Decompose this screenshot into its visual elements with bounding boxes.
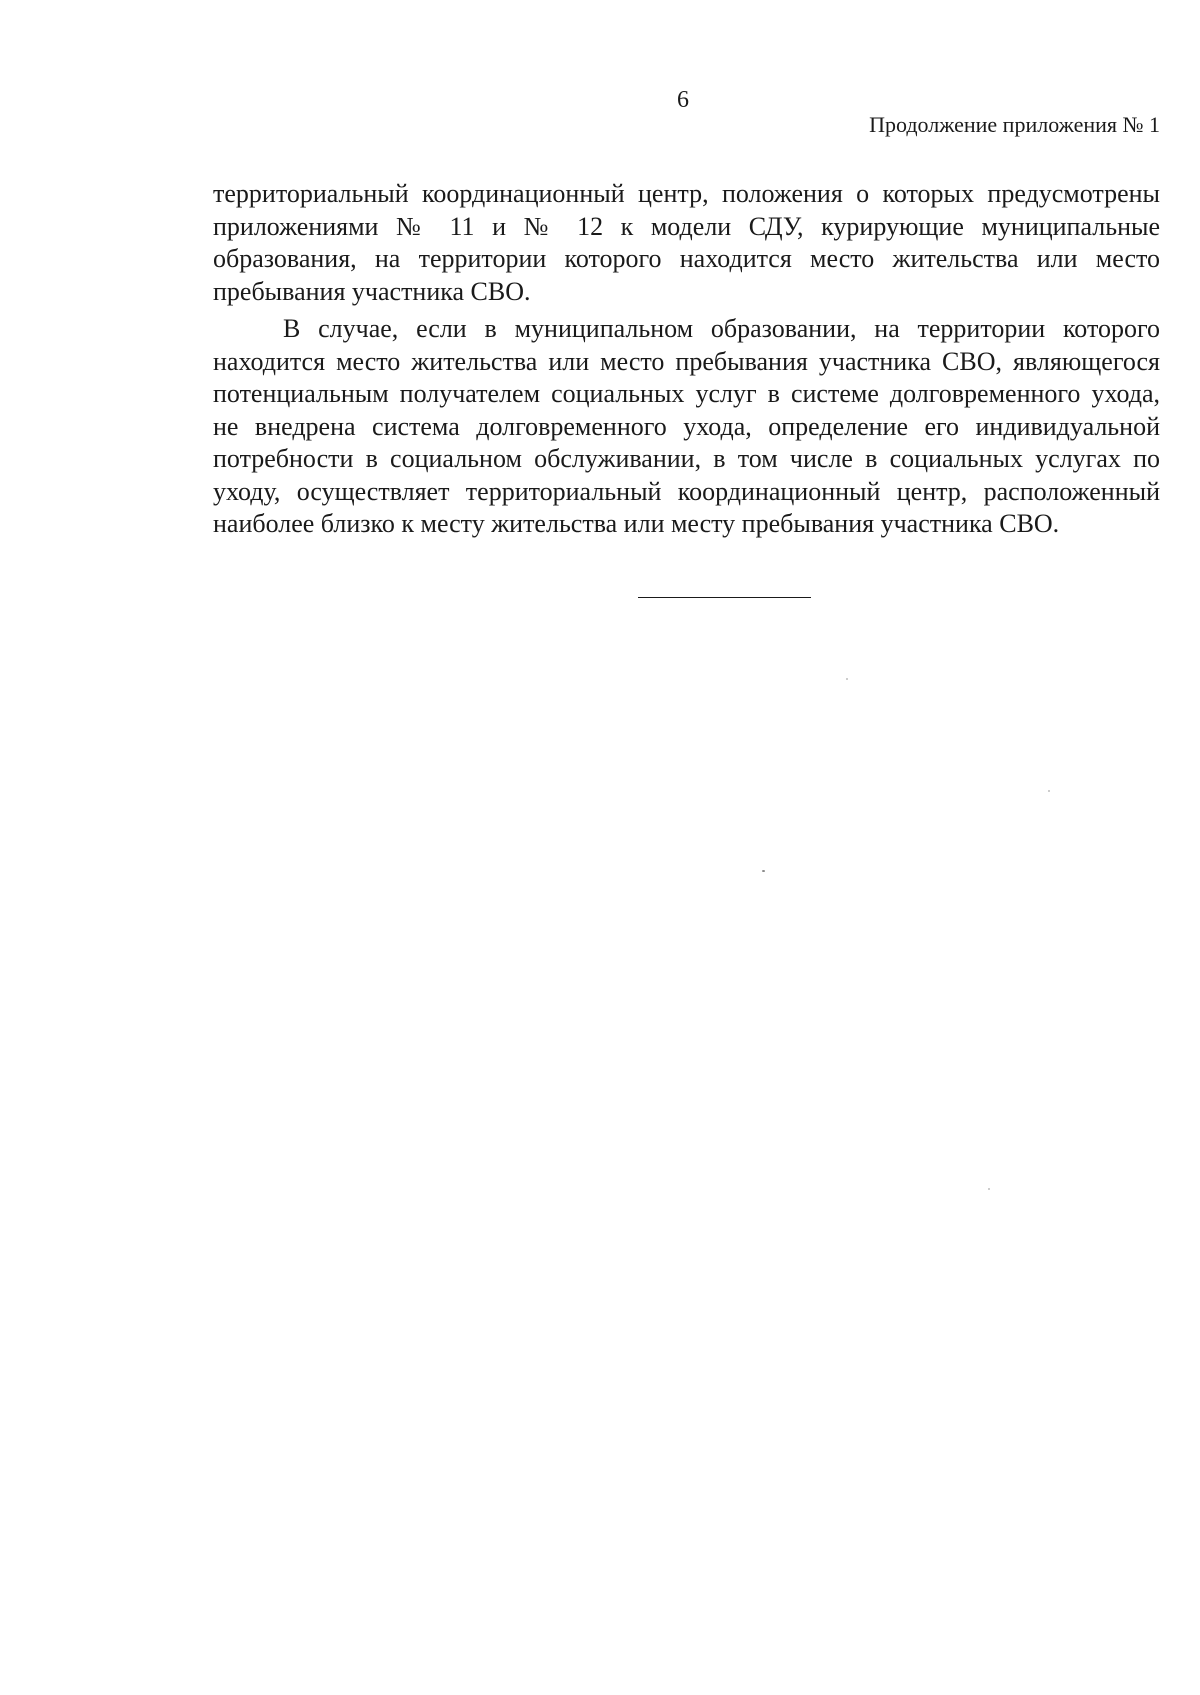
- paragraph-continuation: территориальный координационный центр, положения о которых предусмотрены приложениями № 11 и № 12 к модели СДУ, курирующие муниципальные образования, на территории которого находится место жительства или место пребывания участника СВО.: [213, 179, 1160, 306]
- paragraph-svo-case: В случае, если в муниципальном образовании, на территории которого находится место жительства или место пребывания участника СВО, являющегося потенциальным получателем социальных услуг в системе долговременного ухода, не внедрена система долговременного ухода, определение его индивидуальной потребности в социальном обслуживании, в том числе в социальных услугах по уходу, осуществляет территориальный координационный центр, расположенный наиболее близко к месту жительства или месту пребывания участника СВО.: [213, 314, 1160, 538]
- page-number: 6: [677, 87, 689, 113]
- appendix-continuation-header: Продолжение приложения № 1: [869, 112, 1160, 137]
- end-of-text-rule: [638, 597, 811, 598]
- scan-speck: [762, 870, 765, 872]
- scan-speck: [846, 678, 848, 680]
- scan-speck: [988, 1188, 990, 1190]
- document-body: [213, 178, 1160, 541]
- scan-speck: [1048, 790, 1050, 792]
